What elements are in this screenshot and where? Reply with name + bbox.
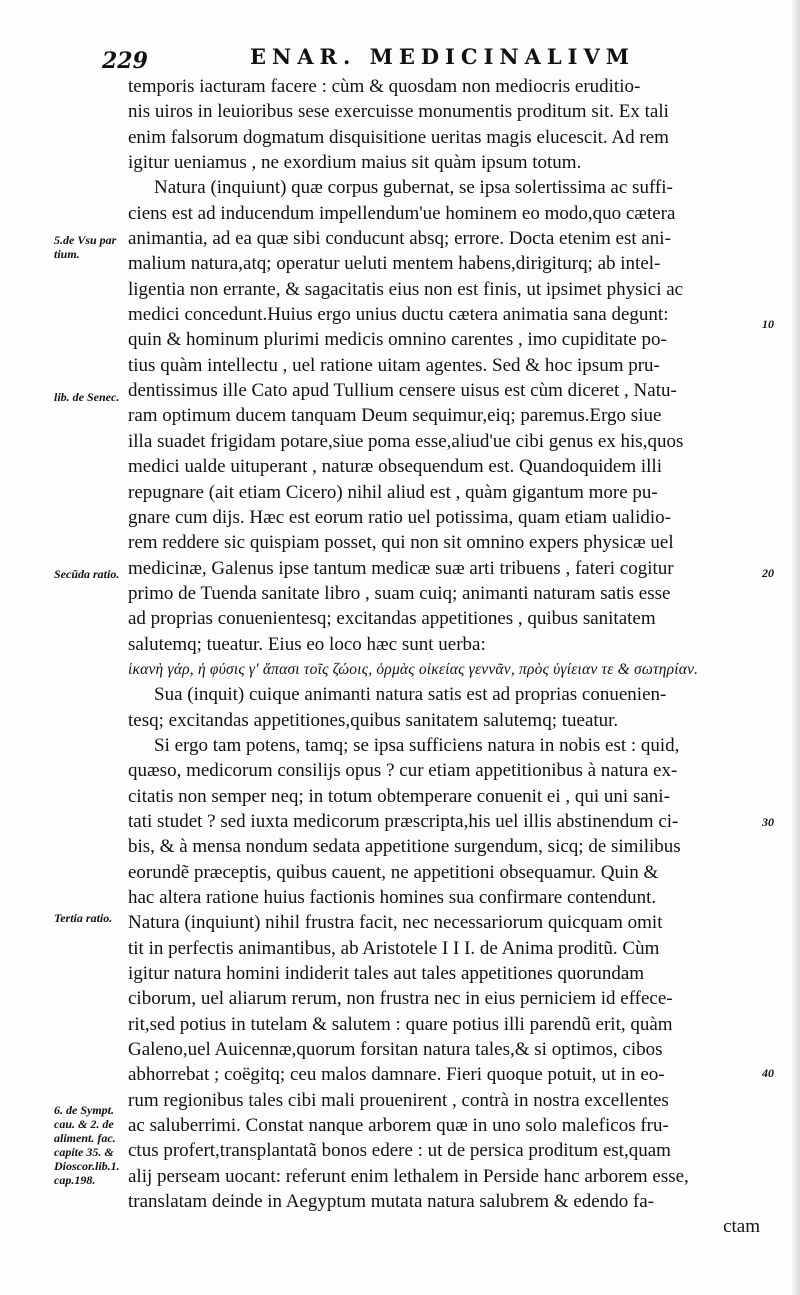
text-line: animantia, ad ea quæ sibi conducunt absq; errore. Docta etenim est ani- [128, 228, 671, 250]
line-number-20: 20 [762, 566, 774, 580]
text-line: salutemq; tueatur. Eius eo loco hæc sunt uerba: [128, 633, 486, 655]
text-line: Sua (inquit) cuique animanti natura satis est ad proprias conuenien- [154, 684, 667, 706]
text-line: illa suadet frigidam potare,siue poma esse,aliud'ue cibi genus ex his,quos [128, 430, 684, 452]
text-line: quin & hominum plurimi medicis omnino carentes , imo cupiditate po- [128, 329, 667, 351]
text-line: citatis non semper neq; in totum obtemperare conuenit ei , qui uni sani- [128, 785, 670, 807]
text-line: Galeno,uel Auicennæ,quorum forsitan natura tales,& si optimos, cibos [128, 1039, 663, 1061]
margin-note-line: 6. de Sympt. [54, 1103, 114, 1117]
text-line: ctam [723, 1216, 760, 1238]
text-line: ciens est ad inducendum impellendum'ue hominem eo modo,quo cætera [128, 202, 676, 224]
line-number-40: 40 [762, 1066, 774, 1080]
margin-note-line: 5.de Vsu par [54, 233, 117, 247]
text-line: medicinæ, Galenus ipse tantum medicæ suæ arti tribuens , fateri cogitur [128, 557, 674, 579]
text-line: tius quàm intellectu , uel ratione uitam agentes. Sed & hoc ipsum pru- [128, 354, 660, 376]
text-line: ac saluberrimi. Constat nanque arborem quæ in uno solo maleficos fru- [128, 1115, 669, 1137]
text-line: ctus profert,transplantatã bonos edere : ut de persica proditum est,quam [128, 1140, 671, 1162]
text-line: rit,sed potius in tutelam & salutem : quare potius illi parendũ erit, quàm [128, 1013, 673, 1035]
text-line: quæso, medicorum consilijs opus ? cur etiam appetitionibus à natura ex- [128, 760, 678, 782]
text-line: dentissimus ille Cato apud Tullium censere uisus est cùm diceret , Natu- [128, 380, 677, 402]
text-line: nis uiros in leuioribus sese exercuisse monumentis proditum sit. Ex tali [128, 101, 669, 123]
text-line: malium natura,atq; operatur ueluti mentem habens,dirigiturq; ab intel- [128, 253, 661, 275]
text-line: alij perseam uocant: referunt enim lethalem in Perside hanc arborem esse, [128, 1165, 689, 1187]
greek-quote: ἱκανὴ γάρ, ἡ φύσις γ' ἅπασι τοῖς ζώοις, ὁρμὰς οἰκείας γεννᾶν, πρὸς ὑγίειαν τε & σωτηρίαν. [128, 660, 699, 678]
text-line: temporis iacturam facere : cùm & quosdam non mediocris eruditio- [128, 76, 641, 97]
text-line: medici concedunt.Huius ergo unius ductu cætera animatia sana degunt: [128, 304, 669, 326]
text-line: Natura (inquiunt) quæ corpus gubernat, se ipsa solertissima ac suffi- [154, 177, 673, 199]
margin-note-line: cap.198. [54, 1173, 96, 1187]
text-line: ligentia non errante, & sagacitatis eius non est finis, ut ipsimet physici ac [128, 278, 684, 300]
text-line: hac altera ratione huius factionis homines sua confirmare contendunt. [128, 887, 657, 908]
margin-note-line: aliment. fac. [54, 1131, 116, 1145]
text-line: ciborum, uel aliarum rerum, non frustra nec in eius perniciem id effece- [128, 988, 673, 1010]
running-head: ENAR. MEDICINALIVM [250, 44, 636, 69]
text-line: ram optimum ducem tanquam Deum sequimur,eiq; paremus.Ergo siue [128, 405, 662, 427]
text-line: eorundẽ præceptis, quibus cauent, ne appetitioni obsequamur. Quin & [128, 861, 659, 883]
text-line: tesq; excitandas appetitiones,quibus sanitatem salutemq; tueatur. [128, 709, 619, 731]
text-line: ad proprias conuenientesq; excitandas appetitiones , quibus sanitatem [128, 608, 656, 630]
margin-note-senectute: lib. de Senec. [54, 390, 120, 404]
page-header [102, 40, 782, 76]
text-line: medici ualde uituperant , naturæ obsequendum est. Quandoquidem illi [128, 456, 662, 478]
margin-note-symptomatum [54, 1103, 120, 1187]
text-line: Natura (inquiunt) nihil frustra facit, nec necessariorum quicquam omit [128, 912, 663, 934]
text-line: igitur ueniamus , ne exordium maius sit quàm ipsum totum. [128, 152, 582, 174]
text-line: igitur natura homini indiderit tales aut tales appetitiones quorundam [128, 963, 645, 985]
margin-note-line: capite 35. & [54, 1145, 114, 1159]
text-line: primo de Tuenda sanitate libro , suam cuiq; animanti naturam satis esse [128, 582, 671, 604]
text-line: bis, & à mensa nondum sedata appetitione surgendum, sicq; de similibus [128, 836, 681, 858]
margin-note-line: Dioscor.lib.1. [54, 1159, 120, 1173]
text-line: rem reddere sic quispiam posset, qui non sit omnino expers physicæ uel [128, 532, 674, 554]
text-line: repugnare (ait etiam Cicero) nihil aliud est , quàm gigantum more pu- [128, 481, 658, 503]
text-line: abhorrebat ; coëgitq; ceu malos damnare. Fieri quoque potuit, ut in eo- [128, 1064, 665, 1086]
margin-note-tertia-ratio: Tertia ratio. [54, 911, 113, 925]
text-line: tati studet ? sed iuxta medicorum præscripta,his uel illis abstinendum ci- [128, 810, 679, 832]
margin-note-line: tium. [54, 247, 80, 261]
text-line: rum regionibus tales cibi mali prouenirent , contrà in nostra excellentes [128, 1089, 669, 1111]
margin-note-secunda-ratio: Secũda ratio. [54, 567, 120, 581]
page-number: 229 [102, 48, 148, 74]
page-edge-shadow [790, 0, 800, 1295]
text-line: Si ergo tam potens, tamq; se ipsa sufficiens natura in nobis est : quid, [154, 734, 680, 756]
text-line: enim falsorum dogmatum disquisitione ueritas magis elucescit. Ad rem [128, 126, 669, 148]
main-text [128, 74, 768, 1240]
text-line: tit in perfectis animantibus, ab Aristotele I I I. de Anima proditũ. Cùm [128, 937, 660, 959]
line-number-30: 30 [762, 815, 774, 829]
margin-note-usu-partium [54, 233, 116, 261]
text-line: gnare cum dijs. Hæc est eorum ratio uel potissima, quam etiam ualidio- [128, 506, 671, 528]
line-number-10: 10 [762, 317, 774, 331]
margin-note-line: cau. & 2. de [54, 1117, 114, 1131]
text-line: translatam deinde in Aegyptum mutata natura salubrem & edendo fa- [128, 1191, 655, 1213]
